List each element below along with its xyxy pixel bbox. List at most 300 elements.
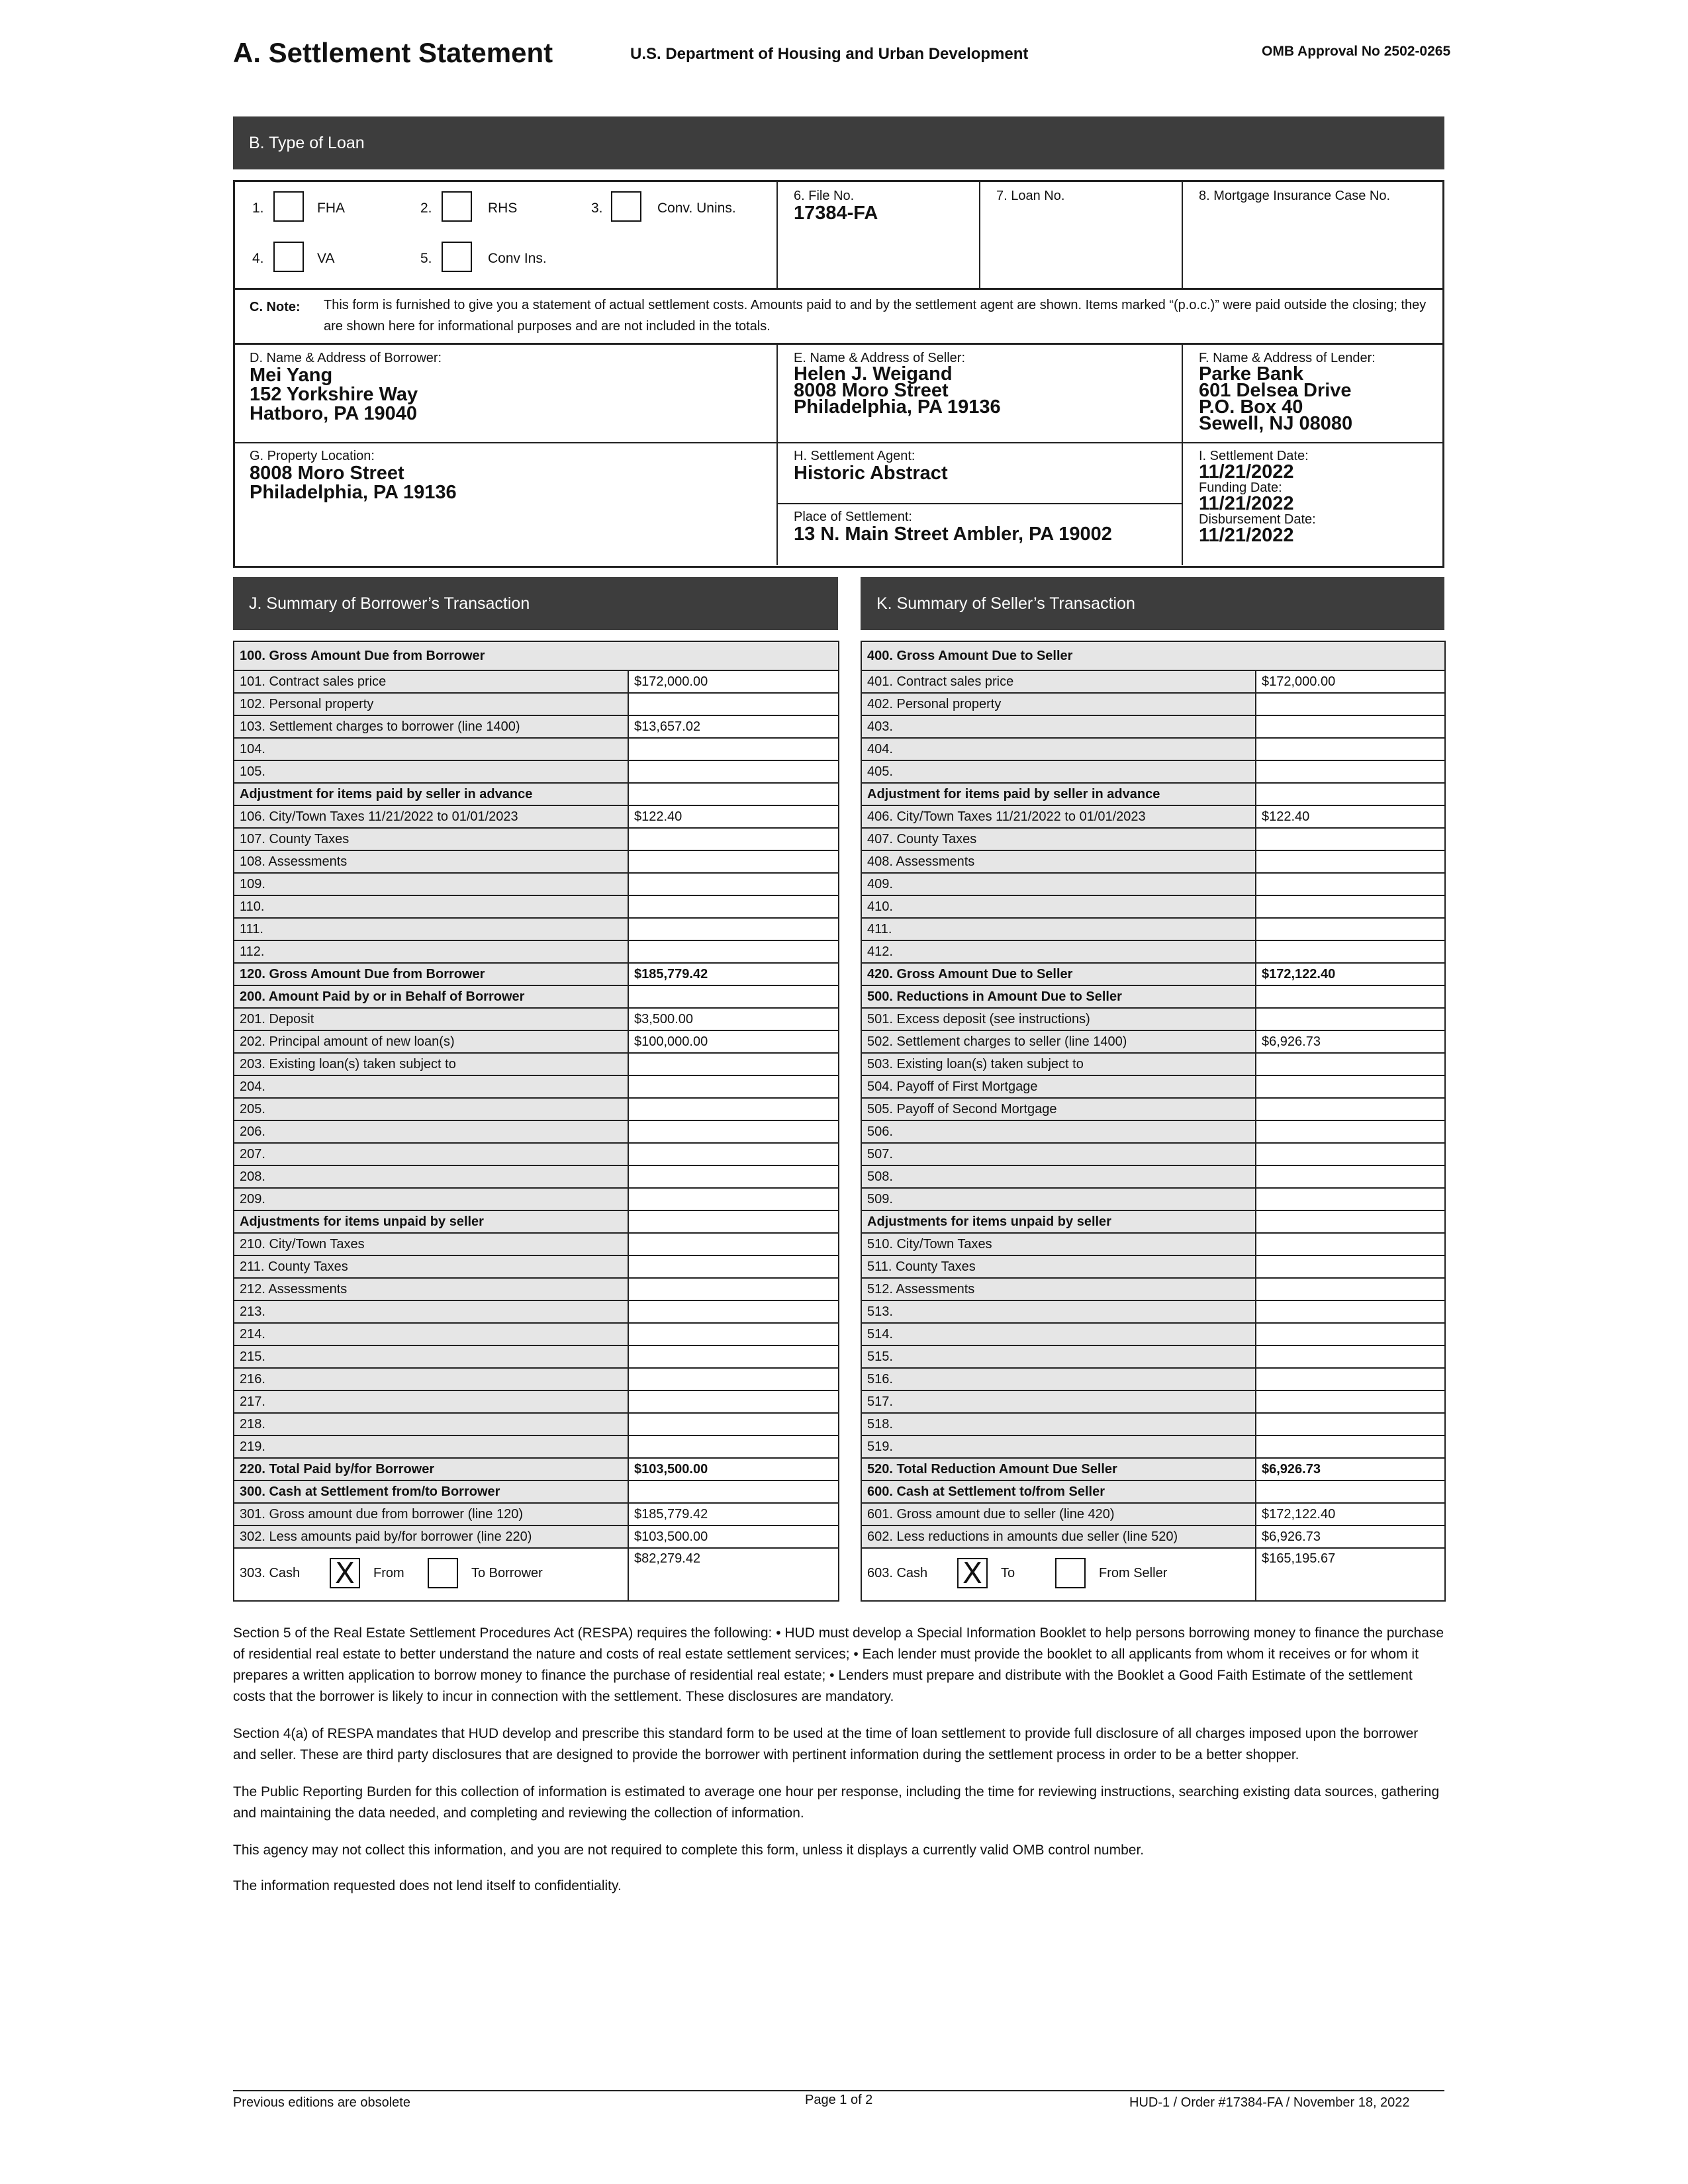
note-box [233,288,1444,345]
divider [776,182,778,288]
loan-type-3-num: 3. [591,201,603,216]
dates-field [1199,449,1316,544]
seller-summary-row-label: 407. County Taxes [861,828,1256,850]
seller-summary-row [861,873,1445,895]
borrower-summary-row [234,1413,839,1435]
borrower-summary-rows [234,641,839,1601]
seller-summary-row [861,1278,1445,1300]
seller-summary-row-label: 420. Gross Amount Due to Seller [861,963,1256,985]
property-street: 8008 Moro Street [250,463,404,484]
borrower-summary-row [234,1390,839,1413]
seller-summary-row-label: 412. [861,940,1256,963]
seller-summary-cash-option1-label: To [1001,1566,1015,1580]
borrower-summary-row [234,1188,839,1210]
seller-summary-row [861,940,1445,963]
borrower-summary-table [233,641,839,1602]
borrower-summary-row-amount [628,1413,839,1435]
borrower-summary-row-label: 209. [234,1188,628,1210]
borrower-summary-row-label: 201. Deposit [234,1008,628,1030]
loan-type-1-label: FHA [317,201,345,216]
borrower-summary-row-amount [628,1278,839,1300]
seller-summary-row [861,1210,1445,1233]
seller-summary-row [861,1165,1445,1188]
section-j-header [233,577,838,630]
seller-summary-row-label: Adjustments for items unpaid by seller [861,1210,1256,1233]
seller-summary-row-amount: $122.40 [1256,805,1445,828]
seller-summary-row-amount [1256,850,1445,873]
seller-summary-row [861,1255,1445,1278]
borrower-summary-row-label: 302. Less amounts paid by/for borrower (line 220) [234,1525,628,1548]
borrower-summary-row-label: 212. Assessments [234,1278,628,1300]
borrower-summary-row-label: 213. [234,1300,628,1323]
seller-summary-row-label: 501. Excess deposit (see instructions) [861,1008,1256,1030]
seller-summary-row-label: 401. Contract sales price [861,670,1256,693]
borrower-summary-row [234,985,839,1008]
borrower-summary-row-amount [628,1165,839,1188]
borrower-summary-row-amount [628,1053,839,1075]
borrower-summary-row-label: 217. [234,1390,628,1413]
seller-summary-row [861,985,1445,1008]
seller-summary-row [861,850,1445,873]
seller-summary-row [861,1525,1445,1548]
borrower-summary-row [234,715,839,738]
seller-summary-row-label: 402. Personal property [861,693,1256,715]
section-b-header [233,116,1444,169]
borrower-summary-row-label: 216. [234,1368,628,1390]
seller-summary-row-label: 507. [861,1143,1256,1165]
seller-summary-row [861,760,1445,783]
seller-summary-row [861,1458,1445,1480]
borrower-summary-row [234,873,839,895]
borrower-summary-row-label: 103. Settlement charges to borrower (line 1400) [234,715,628,738]
seller-summary-row-amount [1256,1480,1445,1503]
seller-summary-cash-option2-label: From Seller [1099,1566,1168,1580]
borrower-summary-cash-row [234,1548,839,1601]
borrower-summary-row-label: 218. [234,1413,628,1435]
borrower-summary-row-label: 208. [234,1165,628,1188]
borrower-summary-cash-option1-checkbox[interactable]: X [330,1558,360,1588]
seller-summary-row [861,895,1445,918]
file-number-field [794,189,878,223]
seller-summary-row-label: 405. [861,760,1256,783]
borrower-city: Hatboro, PA 19040 [250,403,418,424]
mortgage-case-label: 8. Mortgage Insurance Case No. [1199,189,1391,203]
borrower-summary-row-amount [628,1098,839,1120]
seller-summary-row [861,1480,1445,1503]
reporting-burden-text: The Public Reporting Burden for this collection of information is estimated to average one hour per response, including the time for reviewing instructions, searching existing data sources, gathering and maintaining the data needed, and completing and reviewing the collection of information. [233,1784,1440,1821]
place-field [794,510,1112,544]
borrower-summary-row-amount: $3,500.00 [628,1008,839,1030]
borrower-summary-row-amount [628,738,839,760]
seller-summary-row-label: 508. [861,1165,1256,1188]
seller-summary-table [861,641,1446,1602]
property-label: G. Property Location: [250,449,375,463]
seller-summary-row [861,1143,1445,1165]
borrower-summary-row [234,1255,839,1278]
seller-summary-row [861,963,1445,985]
borrower-summary-cash-cell [234,1548,628,1601]
seller-summary-row-label: 601. Gross amount due to seller (line 420) [861,1503,1256,1525]
borrower-summary-row-amount: $100,000.00 [628,1030,839,1053]
borrower-summary-row [234,1098,839,1120]
section-b-title: B. Type of Loan [249,133,365,152]
loan-type-2-num: 2. [420,201,432,216]
borrower-field [250,351,442,424]
borrower-summary-row-amount [628,1075,839,1098]
mortgage-case-field [1199,189,1390,204]
seller-summary-row-amount [1256,1143,1445,1165]
seller-summary-row-label: Adjustment for items paid by seller in advance [861,783,1256,805]
borrower-summary-row-label: 105. [234,760,628,783]
seller-summary-row [861,1390,1445,1413]
department-name: U.S. Department of Housing and Urban Development [630,45,1029,63]
borrower-summary-row [234,641,839,670]
seller-summary-row [861,1075,1445,1098]
seller-summary-row [861,1323,1445,1345]
borrower-summary-row-label: 211. County Taxes [234,1255,628,1278]
loan-number-label: 7. Loan No. [996,189,1065,203]
borrower-summary-row [234,805,839,828]
seller-summary-row-amount: $172,122.40 [1256,1503,1445,1525]
seller-summary-rows [861,641,1445,1601]
note-text: This form is furnished to give you a statement of actual settlement costs. Amounts paid to and by the settlement agent are shown. Items marked “(p.o.c.)” were paid outside the closing; they are shown here for informational purposes and are not included in the totals. [324,298,1427,334]
borrower-summary-row-amount [628,1435,839,1458]
seller-summary-row-amount [1256,783,1445,805]
seller-summary-row [861,1233,1445,1255]
borrower-summary-row-label: 203. Existing loan(s) taken subject to [234,1053,628,1075]
page-title: A. Settlement Statement [233,37,553,68]
borrower-summary-row-amount [628,940,839,963]
seller-summary-row-label: 513. [861,1300,1256,1323]
loan-type-5-num: 5. [420,251,432,266]
lender-label: F. Name & Address of Lender: [1199,351,1376,365]
seller-summary-row [861,693,1445,715]
borrower-summary-row-amount [628,1300,839,1323]
divider [776,344,778,565]
property-field [250,449,457,502]
seller-summary-row-label: 511. County Taxes [861,1255,1256,1278]
seller-summary-cash-label: 603. Cash [867,1566,928,1580]
lender-street: 601 Delsea Drive [1199,379,1352,401]
seller-summary-row-amount [1256,1008,1445,1030]
borrower-summary-row [234,918,839,940]
borrower-summary-row-amount [628,985,839,1008]
seller-summary-cash-amount: $165,195.67 [1256,1548,1445,1601]
seller-summary-row-label: 410. [861,895,1256,918]
borrower-summary-row [234,1323,839,1345]
seller-summary-row-amount [1256,1345,1445,1368]
divider [1182,182,1183,288]
borrower-summary-row-label: 102. Personal property [234,693,628,715]
borrower-summary-row-amount [628,1143,839,1165]
borrower-summary-row-amount: $122.40 [628,805,839,828]
loan-type-rhs-checkbox[interactable] [442,191,472,222]
borrower-summary-row-amount [628,1210,839,1233]
seller-summary-row-amount: $6,926.73 [1256,1525,1445,1548]
borrower-summary-row [234,738,839,760]
seller-summary-row [861,1435,1445,1458]
borrower-summary-row-label: 200. Amount Paid by or in Behalf of Borrower [234,985,628,1008]
borrower-summary-row-amount [628,873,839,895]
seller-summary-row [861,715,1445,738]
borrower-summary-cash-option1-label: From [373,1566,404,1580]
seller-summary-row [861,670,1445,693]
seller-summary-cash-options [867,1551,1250,1598]
borrower-summary-row-amount: $103,500.00 [628,1458,839,1480]
place-value: 13 N. Main Street Ambler, PA 19002 [794,523,1112,545]
footer-order-info: HUD-1 / Order #17384-FA / November 18, 2022 [1129,2095,1410,2110]
borrower-summary-row-label: 204. [234,1075,628,1098]
borrower-summary-row-label: 205. [234,1098,628,1120]
seller-summary-cash-row [861,1548,1445,1601]
borrower-summary-row [234,670,839,693]
borrower-street: 152 Yorkshire Way [250,384,418,405]
loan-type-conv-unins-checkbox[interactable] [611,191,641,222]
borrower-summary-row-label: 214. [234,1323,628,1345]
seller-summary-row-amount [1256,1368,1445,1390]
borrower-summary-row-amount [628,828,839,850]
seller-summary-row-amount [1256,895,1445,918]
seller-summary-row-label: 411. [861,918,1256,940]
borrower-summary-row-label: 100. Gross Amount Due from Borrower [234,641,839,670]
seller-summary-row [861,918,1445,940]
borrower-summary-row-amount [628,1233,839,1255]
seller-summary-row-label: 510. City/Town Taxes [861,1233,1256,1255]
lender-name: Parke Bank [1199,363,1303,385]
seller-summary-row-label: 512. Assessments [861,1278,1256,1300]
seller-summary-row [861,1503,1445,1525]
seller-summary-row-amount [1256,873,1445,895]
seller-summary-row-label: 514. [861,1323,1256,1345]
seller-summary-row-amount [1256,1300,1445,1323]
borrower-summary-row-amount [628,1345,839,1368]
seller-summary-row-amount [1256,1210,1445,1233]
borrower-summary-row-label: 210. City/Town Taxes [234,1233,628,1255]
lender-field [1199,351,1376,432]
borrower-summary-row [234,1503,839,1525]
seller-summary-row-label: 518. [861,1413,1256,1435]
borrower-summary-row-amount: $185,779.42 [628,1503,839,1525]
borrower-summary-row [234,1435,839,1458]
borrower-summary-row-amount: $103,500.00 [628,1525,839,1548]
seller-summary-row [861,738,1445,760]
borrower-label: D. Name & Address of Borrower: [250,351,442,365]
agent-field [794,449,948,483]
borrower-summary-row [234,828,839,850]
borrower-summary-row-label: 110. [234,895,628,918]
seller-summary-row-label: 600. Cash at Settlement to/from Seller [861,1480,1256,1503]
seller-summary-row-amount [1256,918,1445,940]
respa-section5-text: Section 5 of the Real Estate Settlement Procedures Act (RESPA) requires the following: • HUD must develop a Special Information Booklet to help persons borrowing money to finance the purchase of residential real estate to better understand the nature and costs of real estate settlement services; • Each lender must provide the booklet to all applicants from whom it receives or for whom it prepares a written application to borrow money to finance the purchase of residential real estate; • Lenders must prepare and distribute with the Booklet a Good Faith Estimate of the settlement costs that the borrower is likely to incur in connection with the settlement. These disclosures are mandatory. [233,1625,1444,1704]
loan-type-4-label: VA [317,251,335,266]
borrower-summary-row-label: 109. [234,873,628,895]
loan-type-4-num: 4. [252,251,264,266]
seller-summary-row-amount [1256,985,1445,1008]
seller-summary-row-amount: $6,926.73 [1256,1458,1445,1480]
seller-summary-row-amount [1256,940,1445,963]
place-label: Place of Settlement: [794,510,912,524]
borrower-summary-cash-option2-checkbox[interactable] [428,1558,458,1588]
disbursement-date-label: Disbursement Date: [1199,512,1316,527]
borrower-summary-row [234,1120,839,1143]
seller-summary-row-label: 502. Settlement charges to seller (line 1400) [861,1030,1256,1053]
file-number-value: 17384-FA [794,203,878,224]
seller-summary-row-label: 519. [861,1435,1256,1458]
borrower-summary-row-label: 202. Principal amount of new loan(s) [234,1030,628,1053]
borrower-summary-row-label: 300. Cash at Settlement from/to Borrower [234,1480,628,1503]
borrower-summary-row-amount [628,1480,839,1503]
divider [776,503,1183,504]
borrower-summary-row-label: 207. [234,1143,628,1165]
borrower-summary-cash-amount: $82,279.42 [628,1548,839,1601]
borrower-summary-row [234,1300,839,1323]
seller-name: Helen J. Weigand [794,363,953,385]
seller-summary-row-amount [1256,1233,1445,1255]
seller-summary-row-amount [1256,1120,1445,1143]
seller-summary-row-label: 516. [861,1368,1256,1390]
seller-summary-row-amount [1256,1390,1445,1413]
seller-summary-row-amount [1256,1053,1445,1075]
seller-summary-row [861,1188,1445,1210]
borrower-summary-row [234,850,839,873]
borrower-summary-row-amount [628,1390,839,1413]
borrower-summary-row [234,1075,839,1098]
borrower-summary-row [234,1278,839,1300]
borrower-summary-row-amount: $13,657.02 [628,715,839,738]
agent-name: Historic Abstract [794,463,948,484]
section-k-title: K. Summary of Seller’s Transaction [876,594,1135,613]
seller-summary-row-amount [1256,828,1445,850]
seller-summary-row-amount: $172,000.00 [1256,670,1445,693]
loan-type-1-num: 1. [252,201,264,216]
borrower-summary-row-amount [628,1323,839,1345]
loan-type-fha-checkbox[interactable] [273,191,304,222]
borrower-name: Mei Yang [250,365,333,386]
funding-date-label: Funding Date: [1199,480,1282,495]
loan-type-va-checkbox[interactable] [273,242,304,272]
borrower-summary-row [234,783,839,805]
borrower-summary-row-label: 107. County Taxes [234,828,628,850]
funding-date: 11/21/2022 [1199,492,1294,514]
loan-type-3-label: Conv. Unins. [657,201,736,216]
seller-summary-row [861,1053,1445,1075]
seller-summary-row-amount [1256,715,1445,738]
seller-summary-row [861,1300,1445,1323]
divider [235,442,1442,443]
loan-type-5-label: Conv Ins. [488,251,547,266]
borrower-summary-row [234,1368,839,1390]
borrower-summary-row-amount: $172,000.00 [628,670,839,693]
seller-summary-row-amount [1256,1188,1445,1210]
borrower-summary-row [234,940,839,963]
divider [979,182,980,288]
seller-summary-row-label: 404. [861,738,1256,760]
borrower-summary-row-label: Adjustments for items unpaid by seller [234,1210,628,1233]
seller-summary-row-label: 509. [861,1188,1256,1210]
seller-summary-row-amount: $172,122.40 [1256,963,1445,985]
seller-summary-row-amount: $6,926.73 [1256,1030,1445,1053]
borrower-summary-row-label: 101. Contract sales price [234,670,628,693]
loan-number-field [996,189,1064,204]
confidentiality-text: The information requested does not lend itself to confidentiality. [233,1878,622,1893]
borrower-summary-row-label: 108. Assessments [234,850,628,873]
borrower-summary-row-label: 215. [234,1345,628,1368]
seller-summary-row-label: 400. Gross Amount Due to Seller [861,641,1445,670]
borrower-summary-row-amount [628,918,839,940]
borrower-summary-row-label: Adjustment for items paid by seller in advance [234,783,628,805]
seller-summary-row-label: 504. Payoff of First Mortgage [861,1075,1256,1098]
seller-summary-row-amount [1256,1075,1445,1098]
borrower-summary-row-amount [628,1120,839,1143]
seller-summary-row [861,805,1445,828]
seller-summary-row [861,1368,1445,1390]
section-k-header [861,577,1444,630]
borrower-summary-row-label: 206. [234,1120,628,1143]
borrower-summary-row-amount: $185,779.42 [628,963,839,985]
seller-summary-row-amount [1256,1255,1445,1278]
borrower-summary-row-amount [628,1255,839,1278]
seller-summary-row-label: 406. City/Town Taxes 11/21/2022 to 01/01/2023 [861,805,1256,828]
seller-summary-row [861,1413,1445,1435]
borrower-summary-cash-label: 303. Cash [240,1566,301,1580]
borrower-summary-row-label: 120. Gross Amount Due from Borrower [234,963,628,985]
borrower-summary-row-amount [628,760,839,783]
borrower-summary-row-label: 220. Total Paid by/for Borrower [234,1458,628,1480]
borrower-summary-row [234,1480,839,1503]
seller-summary-cash-option2-checkbox[interactable] [1055,1558,1086,1588]
borrower-summary-cash-option2-label: To Borrower [471,1566,543,1580]
seller-summary-row-amount [1256,1098,1445,1120]
seller-summary-row-amount [1256,738,1445,760]
footer-page-number: Page 1 of 2 [805,2093,873,2107]
borrower-summary-row [234,1053,839,1075]
seller-summary-row-amount [1256,1413,1445,1435]
borrower-summary-row-amount [628,895,839,918]
seller-summary-row [861,1345,1445,1368]
borrower-summary-row [234,1345,839,1368]
seller-summary-row-label: 517. [861,1390,1256,1413]
seller-summary-row-label: 602. Less reductions in amounts due seller (line 520) [861,1525,1256,1548]
borrower-summary-row-label: 104. [234,738,628,760]
seller-summary-row-amount [1256,693,1445,715]
seller-summary-row-label: 408. Assessments [861,850,1256,873]
borrower-summary-row [234,1458,839,1480]
seller-street: 8008 Moro Street [794,379,949,401]
settlement-date-label: I. Settlement Date: [1199,449,1309,463]
section-j-title: J. Summary of Borrower’s Transaction [249,594,530,613]
note-label: C. Note: [250,300,301,314]
seller-field [794,351,1001,416]
borrower-summary-row-label: 301. Gross amount due from borrower (line 120) [234,1503,628,1525]
seller-summary-cash-option1-checkbox[interactable]: X [957,1558,988,1588]
seller-summary-row-amount [1256,1435,1445,1458]
footer-left: Previous editions are obsolete [233,2095,410,2110]
seller-summary-row-label: 409. [861,873,1256,895]
loan-type-conv-ins-checkbox[interactable] [442,242,472,272]
loan-type-box [233,180,1444,290]
seller-summary-row-amount [1256,1165,1445,1188]
borrower-summary-row [234,1165,839,1188]
omb-control-text: This agency may not collect this information, and you are not required to complete this form, unless it displays a currently valid OMB control number. [233,1843,1145,1858]
settlement-date: 11/21/2022 [1199,461,1294,482]
borrower-summary-row [234,1008,839,1030]
borrower-summary-row-amount [628,1368,839,1390]
borrower-summary-row [234,1525,839,1548]
seller-summary-cash-cell [861,1548,1256,1601]
seller-summary-row-label: 403. [861,715,1256,738]
disbursement-date: 11/21/2022 [1199,524,1294,546]
borrower-summary-row [234,1143,839,1165]
